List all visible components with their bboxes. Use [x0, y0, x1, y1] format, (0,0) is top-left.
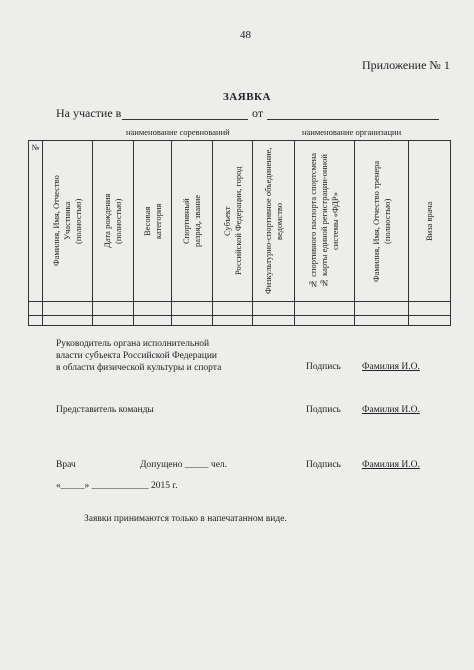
participation-prefix: На участие в	[56, 106, 122, 120]
head-name: Фамилия И.О.	[362, 362, 420, 372]
col-passport-number: № спортивного паспорта спортсмена № карты единой регистрации-онной системы «ФДР»	[295, 141, 355, 302]
doctor-name: Фамилия И.О.	[362, 460, 420, 470]
representative-name: Фамилия И.О.	[362, 405, 420, 415]
col-coach-name: Фамилия, Имя, Отчество тренера (полностью)	[355, 141, 409, 302]
competition-blank	[122, 119, 248, 120]
page-number: 48	[240, 29, 251, 41]
table-header-row	[29, 141, 451, 302]
date-line: «_____» ____________ 2015 г.	[56, 481, 178, 491]
head-sign-label: Подпись	[306, 362, 341, 372]
document-title: ЗАЯВКА	[223, 91, 271, 103]
head-title: Руководитель органа исполнительной власти субъекта Российской Федерации в области физической культуры и спорта	[56, 339, 222, 373]
appendix-label: Приложение № 1	[362, 58, 450, 72]
admitted-count: Допущено _____ чел.	[140, 460, 228, 470]
organization-blank	[267, 119, 439, 120]
doctor-sign-label: Подпись	[306, 460, 341, 470]
col-full-name: Фамилия, Имя, Отчество Участника (полностью)	[43, 141, 93, 302]
submission-note: Заявки принимаются только в напечатанном виде.	[84, 514, 287, 524]
representative-sign-label: Подпись	[306, 405, 341, 415]
col-sport-rank: Спортивный разряд, звание	[172, 141, 213, 302]
entry-table	[28, 140, 451, 326]
col-region-city: Субъект Российской Федерации, город	[213, 141, 253, 302]
doctor-label: Врач	[56, 460, 76, 470]
representative-label: Представитель команды	[56, 405, 154, 415]
col-doctor-visa: Виза врача	[409, 141, 451, 302]
table-row	[29, 302, 451, 316]
col-birth-date: Дата рождения (полностью)	[93, 141, 134, 302]
table-row	[29, 316, 451, 326]
competition-caption: наименование соревнований	[126, 127, 230, 137]
col-sport-association: Физкультурно-спортивное объединение, ведомство	[253, 141, 295, 302]
from-label: от	[252, 106, 264, 120]
number-header: №	[29, 141, 43, 302]
col-weight-category: Весовая категория	[134, 141, 172, 302]
organization-caption: наименование организации	[302, 127, 402, 137]
participation-line	[56, 106, 121, 121]
